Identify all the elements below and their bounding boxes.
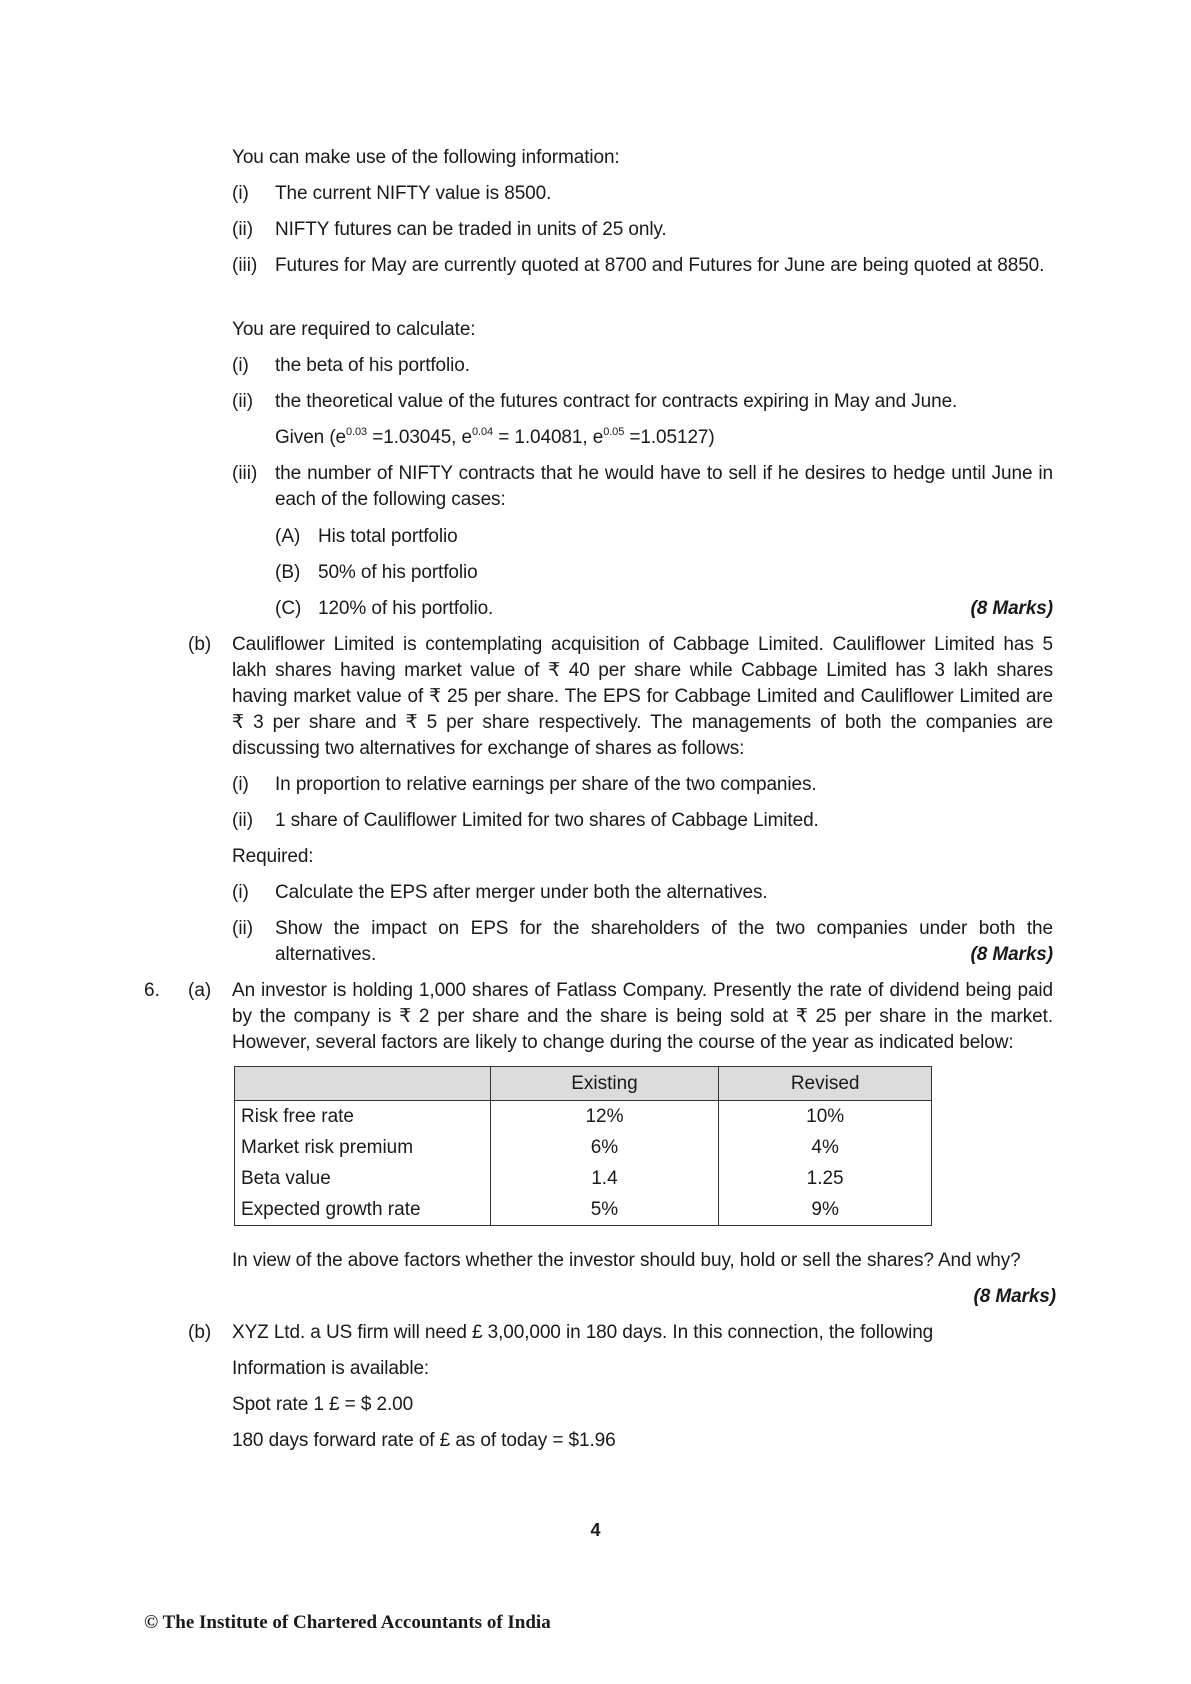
table-cell: 1.4: [490, 1163, 719, 1194]
req-num: (i): [232, 355, 249, 376]
info-text: Futures for May are currently quoted at 8700 and Futures for June are being quoted at 8850.: [275, 255, 1045, 276]
marks-label: (8 Marks): [973, 1286, 1056, 1307]
table-header: Revised: [719, 1067, 932, 1101]
req-num: (ii): [232, 391, 254, 412]
info-text: NIFTY futures can be traded in units of 25 only.: [275, 219, 667, 240]
table-cell: Expected growth rate: [235, 1194, 491, 1226]
question-label: (b): [188, 634, 212, 655]
info-num: (i): [232, 183, 249, 204]
alt-num: (i): [232, 774, 249, 795]
case-text: 50% of his portfolio: [318, 562, 478, 583]
req-text: the theoretical value of the futures contract for contracts expiring in May and June.: [275, 391, 958, 412]
info-num: (iii): [232, 255, 258, 276]
table-header: [235, 1067, 491, 1101]
marks-label: (8 Marks): [970, 598, 1053, 619]
case-num: (C): [275, 598, 302, 619]
table-cell: Risk free rate: [235, 1101, 491, 1133]
case-text: 120% of his portfolio.: [318, 598, 494, 619]
question-label: (b): [188, 1322, 212, 1343]
question-text: XYZ Ltd. a US firm will need £ 3,00,000 in 180 days. In this connection, the following: [232, 1322, 934, 1343]
table-row: [235, 1163, 932, 1194]
table-cell: 12%: [490, 1101, 719, 1133]
table-header-row: [235, 1067, 932, 1101]
req-text: the number of NIFTY contracts that he would have to sell if he desires to hedge until June in each of the following cases:: [275, 463, 1053, 510]
alt-num: (ii): [232, 810, 254, 831]
table-cell: Beta value: [235, 1163, 491, 1194]
question-text: Spot rate 1 £ = $ 2.00: [232, 1394, 414, 1415]
question-number: 6.: [144, 980, 160, 1001]
marks-label: (8 Marks): [970, 944, 1053, 965]
info-intro: You can make use of the following information:: [232, 147, 620, 168]
req-num: (iii): [232, 463, 258, 484]
table-row: [235, 1101, 932, 1133]
question-text: Cauliflower Limited is contemplating acquisition of Cabbage Limited. Cauliflower Limited has 5 lakh shares having market value of ₹ 40 per share while Cabbage Limited has 3 lakh shares having market value of ₹ 25 per share. The EPS for Cabbage Limited and Cauliflower Limited are ₹ 3 per share and ₹ 5 per share respectively. The managements of both the companies are discussing two alternatives for exchange of shares as follows:: [232, 634, 1053, 759]
alt-text: 1 share of Cauliflower Limited for two shares of Cabbage Limited.: [275, 810, 819, 831]
question-text: Information is available:: [232, 1358, 430, 1379]
table-row: [235, 1132, 932, 1163]
table-cell: 4%: [719, 1132, 932, 1163]
req-num: (ii): [232, 918, 254, 939]
table-cell: Market risk premium: [235, 1132, 491, 1163]
table-row: [235, 1194, 932, 1226]
alt-text: In proportion to relative earnings per share of the two companies.: [275, 774, 817, 795]
req-text: Show the impact on EPS for the shareholders of the two companies under both the alternatives.: [275, 918, 1053, 965]
required-intro: You are required to calculate:: [232, 319, 476, 340]
question-label: (a): [188, 980, 212, 1001]
table-header: Existing: [490, 1067, 719, 1101]
question-text: In view of the above factors whether the investor should buy, hold or sell the shares? And why?: [232, 1250, 1021, 1271]
table-cell: 9%: [719, 1194, 932, 1226]
case-text: His total portfolio: [318, 526, 458, 547]
info-text: The current NIFTY value is 8500.: [275, 183, 552, 204]
table-cell: 1.25: [719, 1163, 932, 1194]
required-heading: Required:: [232, 846, 314, 867]
given-formula: Given ($e^{0.03} =1.03045$, $e^{0.04} = 1.04081$, $e^{0.05} =1.05127$): [275, 425, 715, 448]
footer-copyright: © The Institute of Chartered Accountants of India: [144, 1612, 551, 1633]
table-cell: 5%: [490, 1194, 719, 1226]
req-num: (i): [232, 882, 249, 903]
case-num: (A): [275, 526, 301, 547]
table-cell: 6%: [490, 1132, 719, 1163]
req-text: the beta of his portfolio.: [275, 355, 470, 376]
question-text: 180 days forward rate of £ as of today = $1.96: [232, 1430, 616, 1451]
page-number: 4: [590, 1520, 601, 1540]
info-num: (ii): [232, 219, 254, 240]
table-cell: 10%: [719, 1101, 932, 1133]
question-text: An investor is holding 1,000 shares of Fatlass Company. Presently the rate of dividend being paid by the company is ₹ 2 per share and the share is being sold at ₹ 25 per share in the market. However, several factors are likely to change during the course of the year as indicated below:: [232, 980, 1053, 1053]
factors-table: [234, 1066, 932, 1226]
case-num: (B): [275, 562, 301, 583]
req-text: Calculate the EPS after merger under both the alternatives.: [275, 882, 768, 903]
